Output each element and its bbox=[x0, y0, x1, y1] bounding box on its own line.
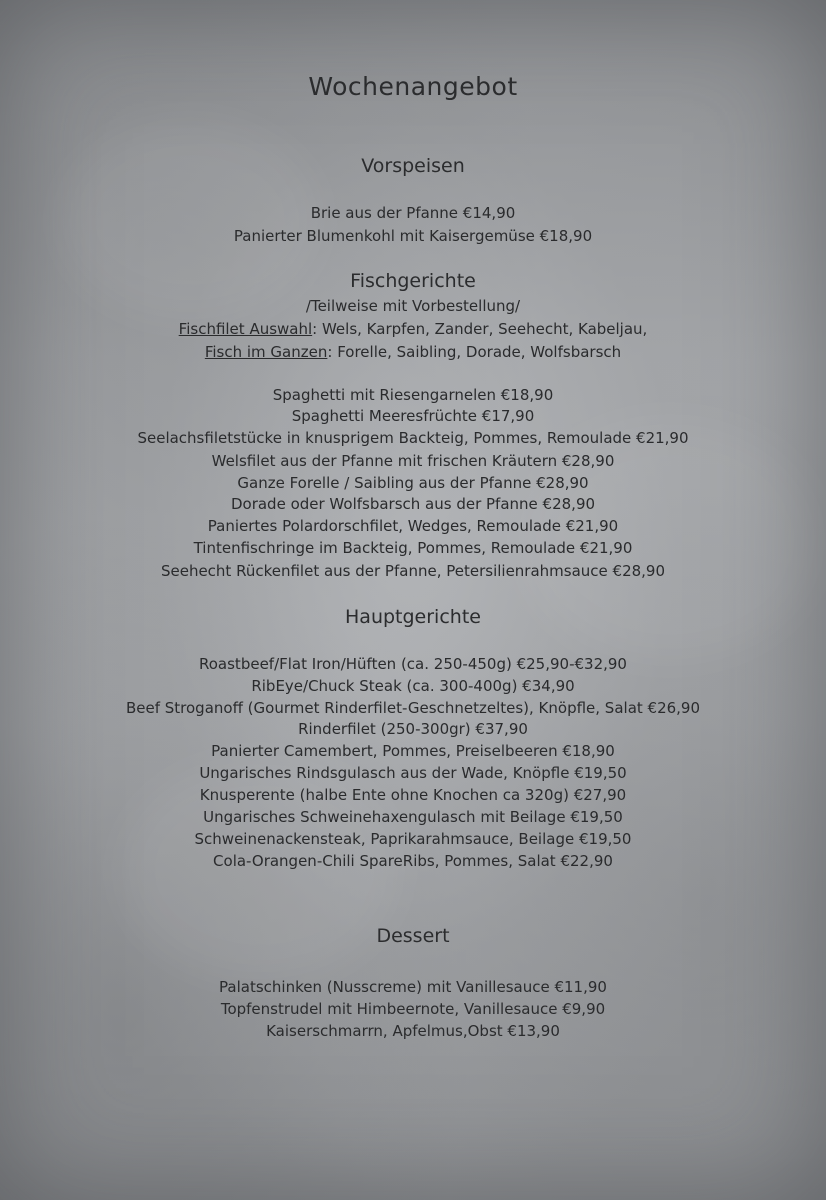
menu-item: Topfenstrudel mit Himbeernote, Vanillesauce €9,90 bbox=[220, 1000, 606, 1018]
menu-item: Seelachsfiletstücke in knusprigem Backteig, Pommes, Remoulade €21,90 bbox=[137, 429, 689, 447]
menu-item: Cola-Orangen-Chili SpareRibs, Pommes, Salat €22,90 bbox=[213, 852, 613, 870]
section-heading-vorspeisen: Vorspeisen bbox=[361, 155, 465, 177]
menu-item: Spaghetti mit Riesengarnelen €18,90 bbox=[272, 386, 554, 404]
section-heading-dessert: Dessert bbox=[376, 925, 450, 947]
menu-item: Seehecht Rückenfilet aus der Pfanne, Petersilienrahmsauce €28,90 bbox=[160, 562, 666, 580]
menu-item: Roastbeef/Flat Iron/Hüften (ca. 250-450g) €25,90-€32,90 bbox=[199, 655, 627, 673]
section-heading-hauptgerichte: Hauptgerichte bbox=[345, 606, 481, 628]
menu-item: Palatschinken (Nusscreme) mit Vanillesauce €11,90 bbox=[219, 978, 607, 996]
menu-item: Knusperente (halbe Ente ohne Knochen ca 320g) €27,90 bbox=[199, 786, 627, 804]
menu-item: Ganze Forelle / Saibling aus der Pfanne €28,90 bbox=[237, 474, 589, 492]
menu-item: RibEye/Chuck Steak (ca. 300-400g) €34,90 bbox=[251, 677, 575, 695]
menu-item: Beef Stroganoff (Gourmet Rinderfilet-Geschnetzeltes), Knöpfle, Salat €26,90 bbox=[125, 699, 701, 717]
menu-item: Paniertes Polardorschfilet, Wedges, Remoulade €21,90 bbox=[207, 517, 619, 535]
menu-item: Ungarisches Schweinehaxengulasch mit Beilage €19,50 bbox=[203, 808, 623, 826]
menu-item: Brie aus der Pfanne €14,90 bbox=[310, 204, 516, 222]
menu-item: Kaiserschmarrn, Apfelmus,Obst €13,90 bbox=[266, 1022, 560, 1040]
section-heading-fischgerichte: Fischgerichte bbox=[350, 270, 476, 292]
fish-filet-text: : Wels, Karpfen, Zander, Seehecht, Kabeljau, bbox=[312, 320, 648, 338]
fish-filet-label: Fischfilet Auswahl bbox=[178, 320, 313, 338]
fish-note: /Teilweise mit Vorbestellung/ bbox=[305, 297, 521, 315]
fish-whole-choice bbox=[0, 342, 826, 362]
page-title: Wochenangebot bbox=[308, 72, 518, 101]
menu-item: Schweinenackensteak, Paprikarahmsauce, Beilage €19,50 bbox=[194, 830, 632, 848]
menu-item: Tintenfischringe im Backteig, Pommes, Remoulade €21,90 bbox=[193, 539, 633, 557]
menu-item: Panierter Camembert, Pommes, Preiselbeeren €18,90 bbox=[211, 742, 615, 760]
menu-item: Spaghetti Meeresfrüchte €17,90 bbox=[291, 407, 535, 425]
menu-item: Ungarisches Rindsgulasch aus der Wade, Knöpfle €19,50 bbox=[199, 764, 627, 782]
menu-item: Rinderfilet (250-300gr) €37,90 bbox=[298, 720, 528, 738]
fish-whole-label: Fisch im Ganzen bbox=[204, 343, 328, 361]
fish-whole-text: : Forelle, Saibling, Dorade, Wolfsbarsch bbox=[327, 343, 622, 361]
menu-item: Panierter Blumenkohl mit Kaisergemüse €18,90 bbox=[233, 227, 593, 245]
fish-filet-choice bbox=[0, 319, 826, 339]
menu-item: Welsfilet aus der Pfanne mit frischen Kräutern €28,90 bbox=[211, 452, 615, 470]
menu-item: Dorade oder Wolfsbarsch aus der Pfanne €28,90 bbox=[230, 495, 596, 513]
